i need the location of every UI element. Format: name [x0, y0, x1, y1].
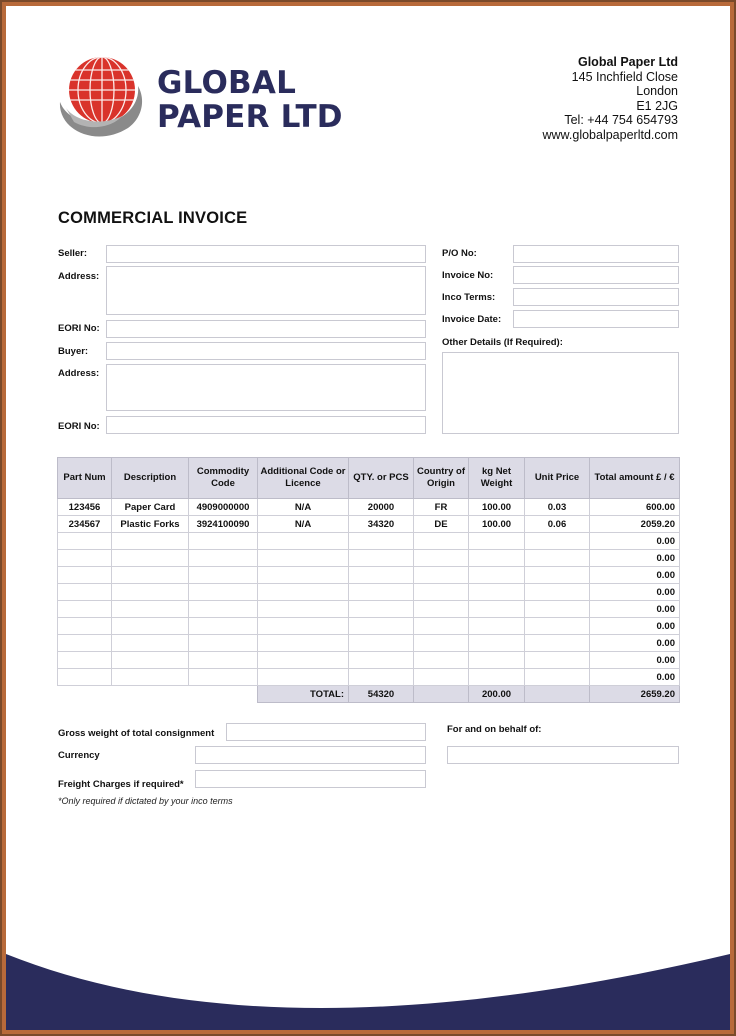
table-cell[interactable]	[349, 584, 414, 601]
table-cell[interactable]	[189, 601, 258, 618]
freight-field[interactable]	[195, 770, 426, 788]
table-header-cell: Description	[112, 458, 189, 499]
table-cell[interactable]	[189, 635, 258, 652]
company-street: 145 Inchfield Close	[571, 69, 678, 84]
table-header-cell: Part Num	[58, 458, 112, 499]
table-cell[interactable]	[112, 567, 189, 584]
currency-label: Currency	[58, 750, 100, 761]
table-cell[interactable]	[414, 618, 469, 635]
table-header-cell: kg Net Weight	[469, 458, 525, 499]
gross-weight-field[interactable]	[226, 723, 426, 741]
buyer-field[interactable]	[106, 342, 426, 360]
table-cell[interactable]	[58, 635, 112, 652]
table-cell[interactable]	[414, 533, 469, 550]
table-cell[interactable]: 3924100090	[189, 516, 258, 533]
table-cell[interactable]	[58, 601, 112, 618]
behalf-label: For and on behalf of:	[447, 724, 542, 735]
items-table	[57, 457, 680, 703]
table-cell[interactable]	[525, 567, 590, 584]
table-cell[interactable]: FR	[414, 499, 469, 516]
company-logo	[56, 56, 356, 146]
currency-field[interactable]	[195, 746, 426, 764]
table-header-cell: QTY. or PCS	[349, 458, 414, 499]
table-cell[interactable]	[414, 550, 469, 567]
table-cell[interactable]: 0.00	[590, 652, 680, 669]
table-cell[interactable]	[189, 584, 258, 601]
table-cell[interactable]: 0.00	[590, 533, 680, 550]
table-cell[interactable]: 4909000000	[189, 499, 258, 516]
table-cell[interactable]	[525, 584, 590, 601]
table-cell[interactable]: 2059.20	[590, 516, 680, 533]
inco-terms-field[interactable]	[513, 288, 679, 306]
invoice-date-field[interactable]	[513, 310, 679, 328]
table-cell[interactable]: 0.00	[590, 584, 680, 601]
table-cell[interactable]: 123456	[58, 499, 112, 516]
table-row	[58, 533, 680, 550]
total-amount: 2659.20	[590, 686, 680, 703]
seller-field[interactable]	[106, 245, 426, 263]
table-cell[interactable]	[414, 635, 469, 652]
table-cell[interactable]	[414, 567, 469, 584]
table-row	[58, 584, 680, 601]
table-cell[interactable]	[414, 652, 469, 669]
table-cell[interactable]	[58, 567, 112, 584]
table-cell[interactable]	[258, 618, 349, 635]
table-cell[interactable]	[58, 550, 112, 567]
table-cell[interactable]	[112, 618, 189, 635]
table-cell[interactable]	[414, 584, 469, 601]
buyer-address-label: Address:	[58, 368, 100, 379]
table-cell[interactable]: N/A	[258, 516, 349, 533]
table-row	[58, 669, 680, 686]
buyer-eori-field[interactable]	[106, 416, 426, 434]
other-details-field[interactable]	[442, 352, 679, 434]
table-cell[interactable]	[258, 584, 349, 601]
table-cell[interactable]: 0.00	[590, 635, 680, 652]
table-cell[interactable]	[189, 550, 258, 567]
table-cell[interactable]	[525, 601, 590, 618]
gross-weight-label: Gross weight of total consignment	[58, 728, 215, 739]
table-cell[interactable]	[112, 669, 189, 686]
table-row	[58, 550, 680, 567]
other-details-label: Other Details (If Required):	[442, 337, 563, 348]
invoice-no-field[interactable]	[513, 266, 679, 284]
table-cell[interactable]	[349, 618, 414, 635]
seller-label: Seller:	[58, 248, 88, 259]
company-city: London	[636, 84, 678, 99]
table-row	[58, 516, 680, 533]
table-cell[interactable]	[58, 652, 112, 669]
table-cell[interactable]: N/A	[258, 499, 349, 516]
table-cell[interactable]	[112, 584, 189, 601]
table-cell[interactable]	[189, 567, 258, 584]
table-cell[interactable]	[258, 567, 349, 584]
invoice-page	[6, 6, 730, 1030]
total-qty: 54320	[349, 686, 414, 703]
table-cell[interactable]	[258, 669, 349, 686]
freight-label: Freight Charges if required*	[58, 779, 184, 790]
buyer-address-field[interactable]	[106, 364, 426, 411]
table-row	[58, 601, 680, 618]
buyer-eori-label: EORI No:	[58, 421, 100, 432]
table-cell[interactable]	[469, 669, 525, 686]
po-field[interactable]	[513, 245, 679, 263]
table-cell[interactable]: 100.00	[469, 499, 525, 516]
table-cell[interactable]: 0.00	[590, 567, 680, 584]
invoice-no-label: Invoice No:	[442, 270, 494, 281]
table-cell[interactable]: 0.00	[590, 669, 680, 686]
brand-name	[157, 66, 343, 134]
table-cell[interactable]	[112, 533, 189, 550]
table-cell[interactable]	[258, 635, 349, 652]
table-cell[interactable]: 20000	[349, 499, 414, 516]
table-cell[interactable]	[189, 533, 258, 550]
table-cell[interactable]	[349, 567, 414, 584]
table-cell[interactable]: 0.03	[525, 499, 590, 516]
company-tel: Tel: +44 754 654793	[564, 113, 678, 128]
table-cell[interactable]	[469, 533, 525, 550]
table-cell[interactable]	[112, 635, 189, 652]
table-cell[interactable]	[525, 669, 590, 686]
table-cell[interactable]	[189, 652, 258, 669]
table-body	[58, 499, 680, 686]
table-cell[interactable]: 0.00	[590, 601, 680, 618]
company-name: Global Paper Ltd	[577, 55, 678, 69]
table-cell[interactable]	[349, 601, 414, 618]
table-cell[interactable]	[349, 652, 414, 669]
table-cell[interactable]: 0.00	[590, 618, 680, 635]
footnote: *Only required if dictated by your inco terms	[58, 796, 233, 806]
table-cell[interactable]	[189, 669, 258, 686]
table-header-cell: Country of Origin	[414, 458, 469, 499]
seller-eori-field[interactable]	[106, 320, 426, 338]
table-row	[58, 635, 680, 652]
table-cell[interactable]	[58, 533, 112, 550]
document-title: COMMERCIAL INVOICE	[58, 209, 248, 227]
table-cell[interactable]	[469, 618, 525, 635]
table-row	[58, 652, 680, 669]
globe-swoosh-icon	[56, 56, 148, 146]
table-cell[interactable]: 600.00	[590, 499, 680, 516]
table-cell[interactable]	[469, 567, 525, 584]
seller-eori-label: EORI No:	[58, 323, 100, 334]
po-label: P/O No:	[442, 248, 477, 259]
seller-address-field[interactable]	[106, 266, 426, 315]
table-header-cell: Commodity Code	[189, 458, 258, 499]
table-header-cell: Additional Code or Licence	[258, 458, 349, 499]
total-unit	[525, 686, 590, 703]
company-web[interactable]: www.globalpaperltd.com	[542, 127, 678, 142]
table-header-cell: Total amount £ / €	[590, 458, 680, 499]
table-cell[interactable]	[469, 584, 525, 601]
table-cell[interactable]	[469, 550, 525, 567]
table-cell[interactable]	[58, 618, 112, 635]
table-cell[interactable]	[258, 601, 349, 618]
table-cell[interactable]	[414, 669, 469, 686]
table-cell[interactable]: 100.00	[469, 516, 525, 533]
invoice-date-label: Invoice Date:	[442, 314, 502, 325]
total-row-spacer	[58, 686, 258, 703]
total-label: TOTAL:	[258, 686, 349, 703]
table-cell[interactable]: 234567	[58, 516, 112, 533]
table-cell[interactable]	[258, 533, 349, 550]
table-cell[interactable]	[112, 601, 189, 618]
behalf-field[interactable]	[447, 746, 679, 764]
table-cell[interactable]	[58, 584, 112, 601]
table-cell[interactable]	[58, 669, 112, 686]
table-cell[interactable]: Plastic Forks	[112, 516, 189, 533]
table-row	[58, 567, 680, 584]
buyer-label: Buyer:	[58, 346, 89, 357]
inco-terms-label: Inco Terms:	[442, 292, 496, 303]
table-header-cell: Unit Price	[525, 458, 590, 499]
brand-name-line1: GLOBAL	[157, 65, 297, 101]
table-cell[interactable]	[349, 533, 414, 550]
total-country	[414, 686, 469, 703]
table-cell[interactable]: 0.00	[590, 550, 680, 567]
table-cell[interactable]: 34320	[349, 516, 414, 533]
table-header-row	[58, 458, 680, 499]
company-address	[543, 55, 679, 143]
table-cell[interactable]	[525, 618, 590, 635]
table-cell[interactable]	[349, 669, 414, 686]
table-cell[interactable]	[525, 635, 590, 652]
footer-wave	[6, 926, 730, 1030]
brand-name-line2: PAPER LTD	[157, 99, 343, 135]
table-cell[interactable]	[525, 550, 590, 567]
table-cell[interactable]	[469, 635, 525, 652]
table-cell[interactable]	[414, 601, 469, 618]
total-weight: 200.00	[469, 686, 525, 703]
table-cell[interactable]	[349, 550, 414, 567]
company-postcode: E1 2JG	[636, 98, 678, 113]
table-row	[58, 618, 680, 635]
total-row	[58, 686, 680, 703]
table-cell[interactable]	[112, 550, 189, 567]
table-cell[interactable]: 0.06	[525, 516, 590, 533]
table-cell[interactable]	[258, 652, 349, 669]
table-cell[interactable]	[469, 601, 525, 618]
table-cell[interactable]	[469, 652, 525, 669]
table-cell[interactable]: Paper Card	[112, 499, 189, 516]
table-cell[interactable]: DE	[414, 516, 469, 533]
table-cell[interactable]	[525, 533, 590, 550]
table-row	[58, 499, 680, 516]
seller-address-label: Address:	[58, 271, 100, 282]
table-cell[interactable]	[112, 652, 189, 669]
table-cell[interactable]	[258, 550, 349, 567]
table-cell[interactable]	[189, 618, 258, 635]
table-cell[interactable]	[349, 635, 414, 652]
table-cell[interactable]	[525, 652, 590, 669]
